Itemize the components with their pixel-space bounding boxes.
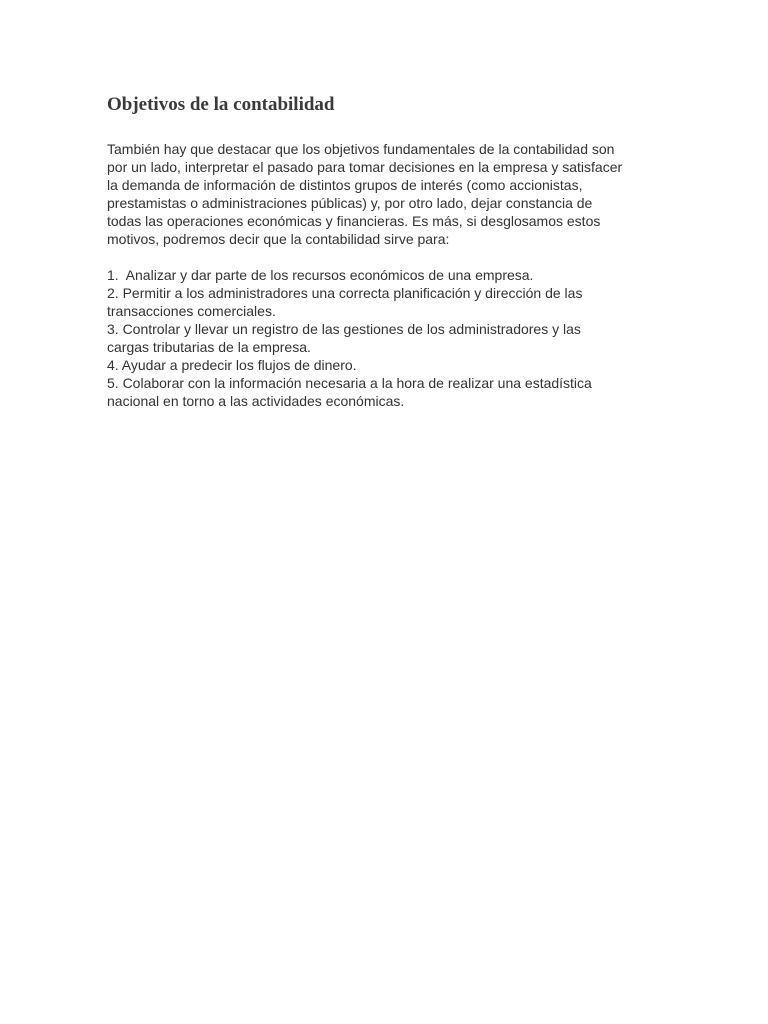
list-item-line: cargas tributarias de la empresa. xyxy=(107,339,311,355)
list-item xyxy=(107,320,667,356)
list-item-line: 2. Permitir a los administradores una correcta planificación y dirección de las xyxy=(107,285,583,301)
list-item xyxy=(107,356,667,374)
list-item-line: 1. Analizar y dar parte de los recursos económicos de una empresa. xyxy=(107,267,534,283)
intro-line: por un lado, interpretar el pasado para tomar decisiones en la empresa y satisfacer xyxy=(107,159,623,175)
document-page xyxy=(107,92,667,410)
list-item-line: nacional en torno a las actividades económicas. xyxy=(107,393,405,409)
intro-line: motivos, podremos decir que la contabilidad sirve para: xyxy=(107,231,450,247)
list-item xyxy=(107,284,667,320)
list-item-line: 3. Controlar y llevar un registro de las gestiones de los administradores y las xyxy=(107,321,581,337)
intro-line: todas las operaciones económicas y financieras. Es más, si desglosamos estos xyxy=(107,213,601,229)
list-item-line: transacciones comerciales. xyxy=(107,303,276,319)
document-title: Objetivos de la contabilidad xyxy=(107,94,335,115)
list-item xyxy=(107,266,667,284)
intro-line: También hay que destacar que los objetivos fundamentales de la contabilidad son xyxy=(107,141,615,157)
list-item-line: 4. Ayudar a predecir los flujos de dinero. xyxy=(107,357,357,373)
intro-line: prestamistas o administraciones públicas) y, por otro lado, dejar constancia de xyxy=(107,195,593,211)
intro-line: la demanda de información de distintos grupos de interés (como accionistas, xyxy=(107,177,583,193)
objectives-list xyxy=(107,266,667,410)
list-item-line: 5. Colaborar con la información necesaria a la hora de realizar una estadística xyxy=(107,375,592,391)
list-item xyxy=(107,374,667,410)
intro-paragraph xyxy=(107,140,667,248)
